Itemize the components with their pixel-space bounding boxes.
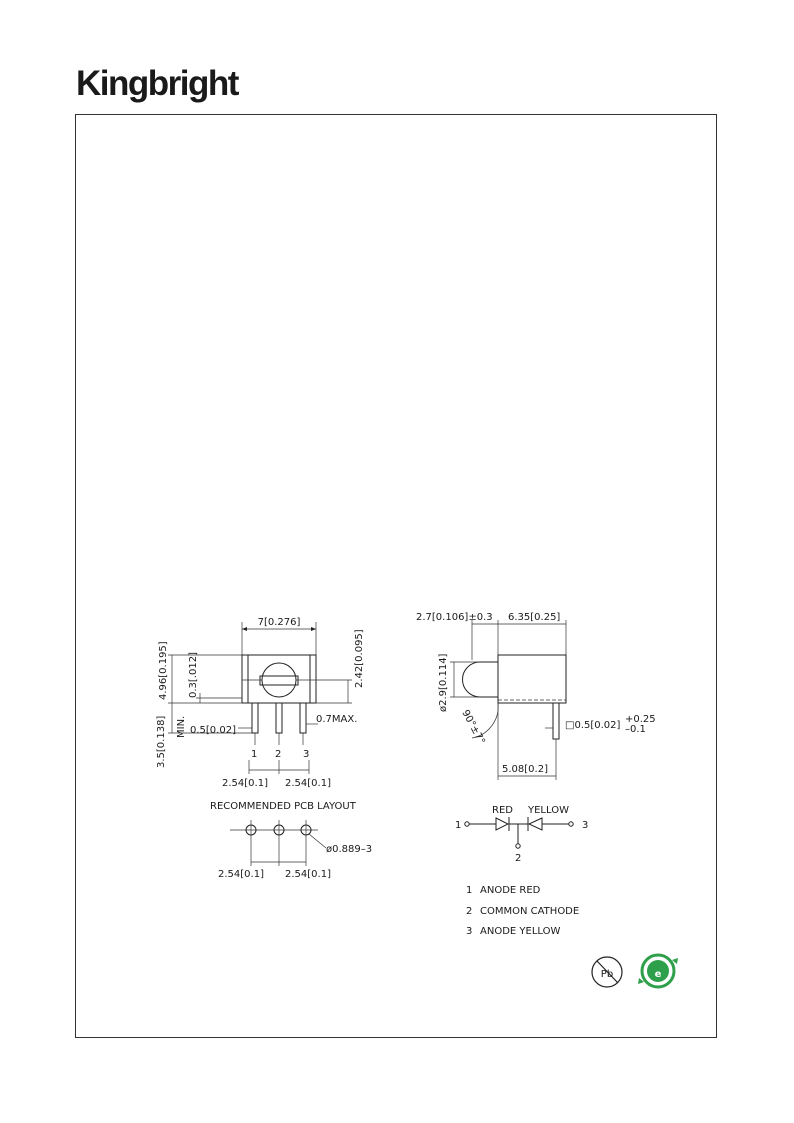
schematic-pin-2: 2	[515, 853, 522, 864]
angle-dim: 90°±7°	[459, 708, 487, 747]
front-pitch-2: 2.54[0.1]	[285, 778, 331, 789]
lead-square-dim: □0.5[0.02]	[565, 720, 621, 731]
pb-free-icon	[592, 957, 622, 987]
front-pin-1: 1	[251, 749, 258, 760]
side-view	[416, 612, 656, 780]
rohs-text: e	[654, 969, 662, 980]
rohs-icon	[638, 955, 678, 987]
pcb-layout-title: RECOMMENDED PCB LAYOUT	[210, 801, 356, 812]
lens-diameter-dim: ø2.9[0.114]	[438, 653, 449, 712]
center-height-dim: 2.42[0.095]	[354, 629, 365, 688]
schematic-yellow-label: YELLOW	[528, 805, 569, 816]
pb-free-text: Pb	[600, 969, 614, 980]
pcb-layout	[210, 801, 372, 880]
min-label: MIN.	[176, 715, 187, 738]
front-pin-2: 2	[275, 749, 282, 760]
pin-list-num-2: 2	[466, 906, 473, 917]
schematic-pin-3: 3	[582, 820, 589, 831]
side-pitch-dim: 5.08[0.2]	[502, 764, 548, 775]
front-view	[156, 617, 365, 789]
pin-list	[466, 885, 579, 937]
brand-logo: Kingbright	[76, 64, 238, 103]
tol-plus: +0.25	[625, 714, 656, 725]
pin-list-name-3: ANODE YELLOW	[480, 926, 561, 937]
schematic-red-label: RED	[492, 805, 513, 816]
pin-list-name-2: COMMON CATHODE	[480, 906, 580, 917]
pcb-pitch-1: 2.54[0.1]	[218, 869, 264, 880]
pcb-pitch-2: 2.54[0.1]	[285, 869, 331, 880]
front-offset-dim: 0.3[.012]	[188, 652, 199, 698]
pin-list-name-1: ANODE RED	[480, 885, 541, 896]
schematic	[455, 805, 588, 864]
pin-list-num-3: 3	[466, 926, 473, 937]
lens-dim: 2.7[0.106]±0.3	[416, 612, 493, 623]
schematic-pin-1: 1	[455, 820, 462, 831]
pcb-hole-dim: ø0.889–3	[326, 844, 373, 855]
pin-list-num-1: 1	[466, 885, 473, 896]
front-pitch-1: 2.54[0.1]	[222, 778, 268, 789]
tol-minus: –0.1	[625, 724, 646, 735]
lead-width-dim: 0.5[0.02]	[190, 725, 236, 736]
front-height-dim: 4.96[0.195]	[158, 641, 169, 700]
front-pin-3: 3	[303, 749, 310, 760]
lead-length-dim: 3.5[0.138]	[156, 715, 167, 768]
front-width-dim: 7[0.276]	[257, 617, 301, 628]
lead-max-dim: 0.7MAX.	[316, 714, 358, 725]
body-dim: 6.35[0.25]	[508, 612, 561, 623]
